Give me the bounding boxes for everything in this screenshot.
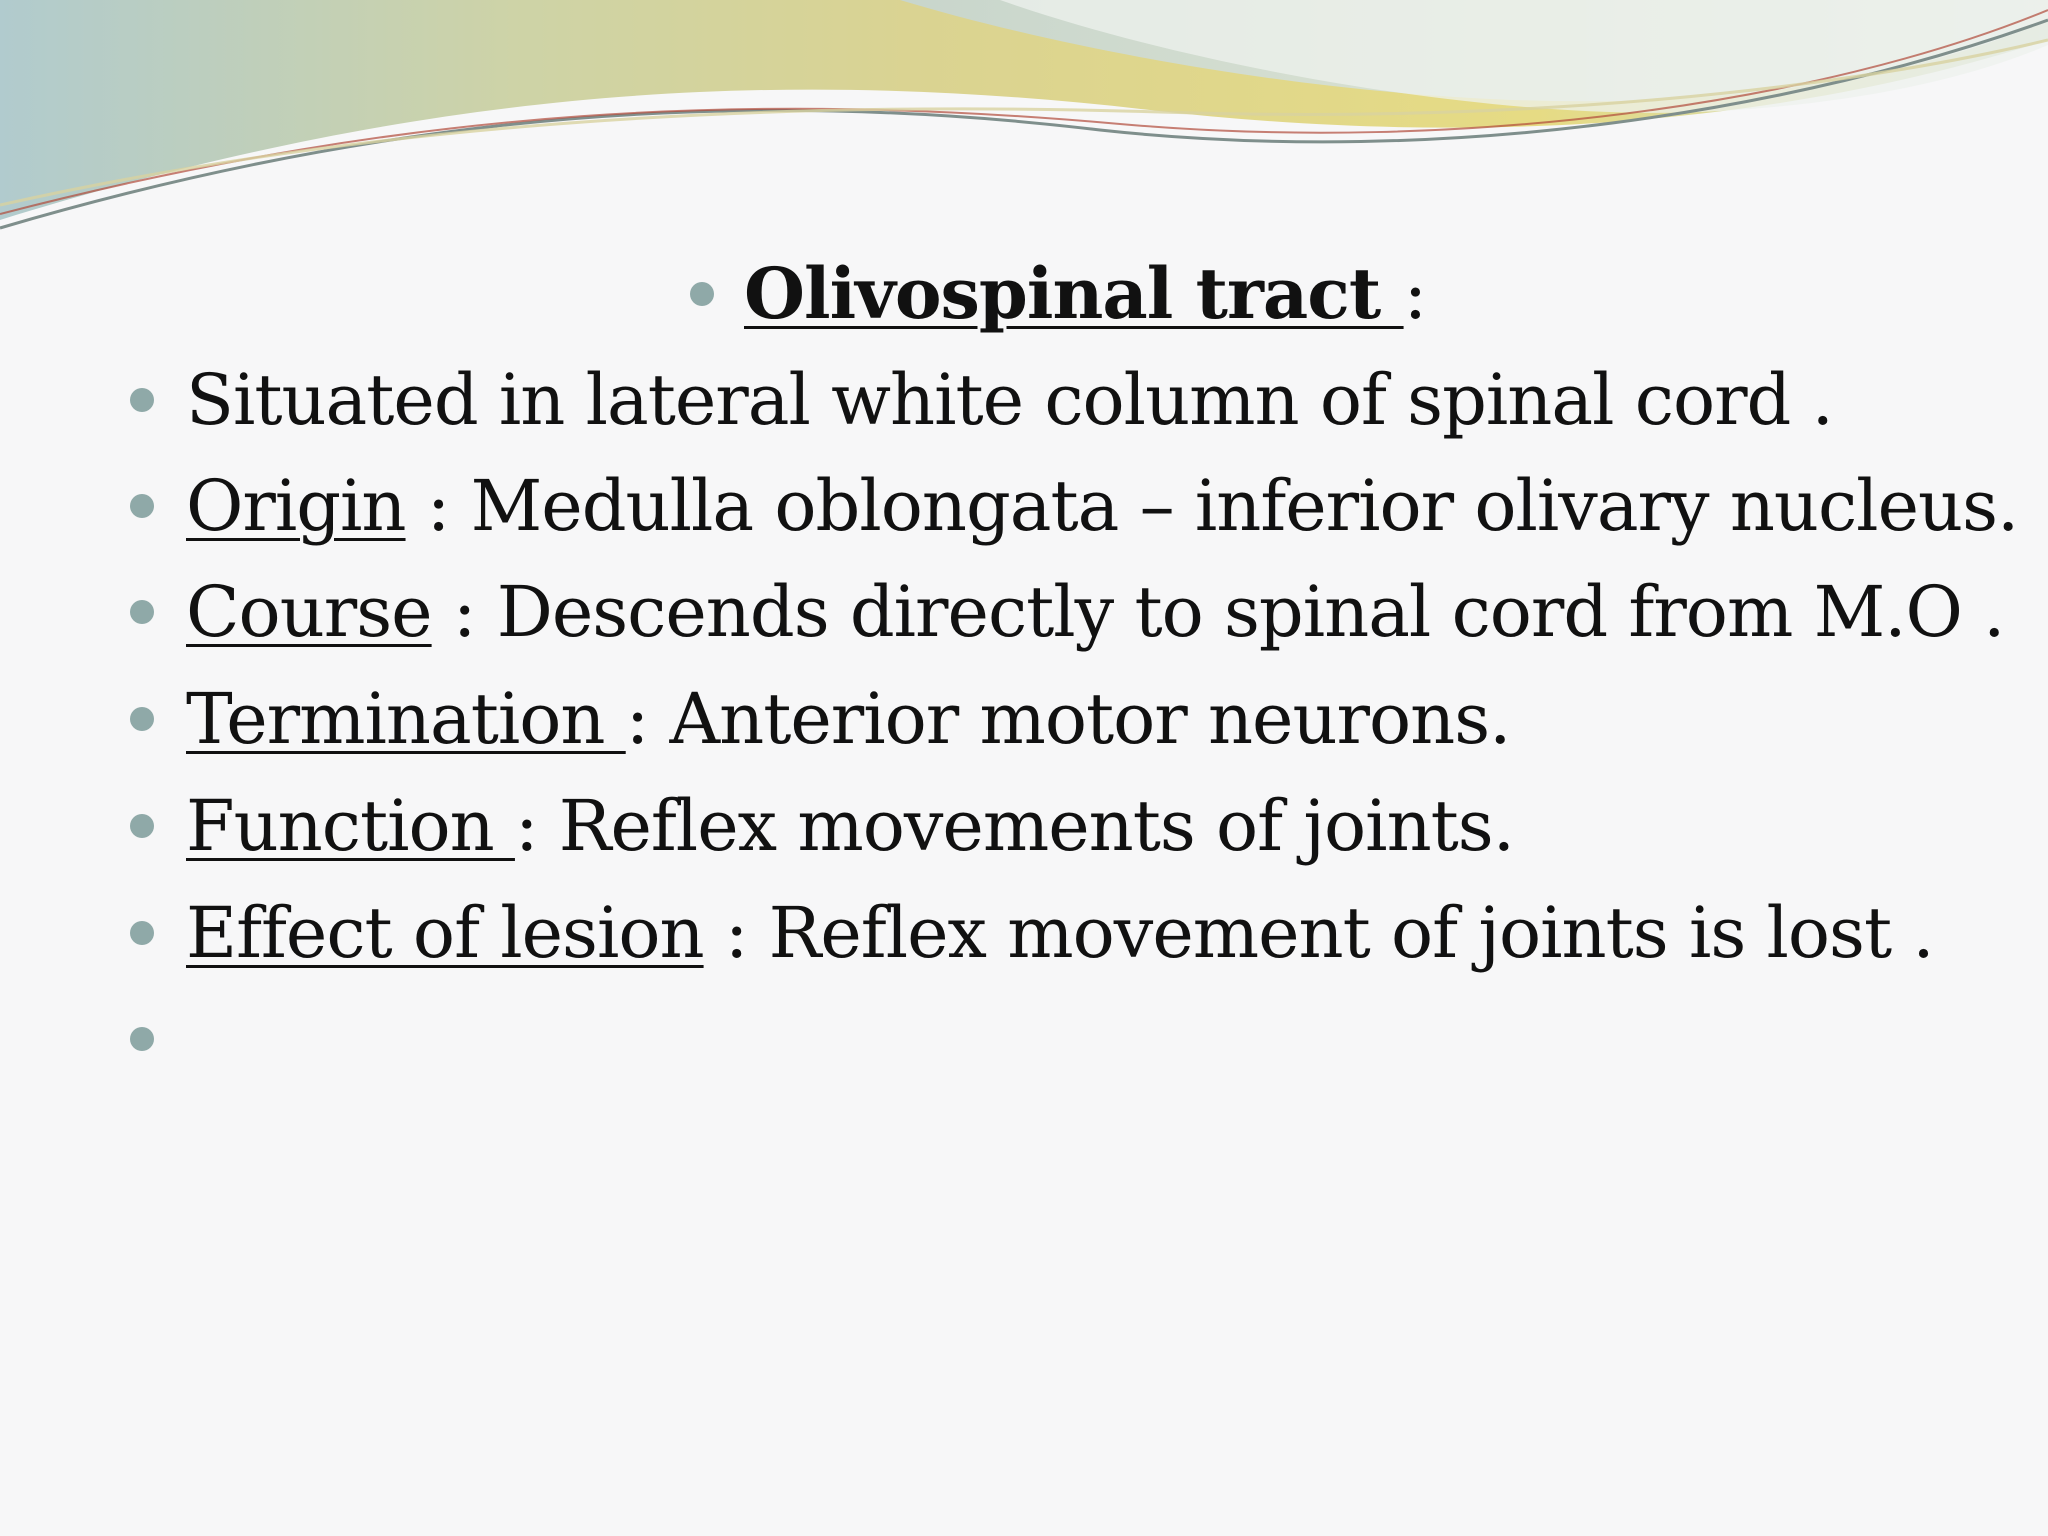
bullet-icon bbox=[130, 494, 154, 518]
list-item bbox=[186, 679, 1510, 759]
bullet-icon bbox=[130, 814, 154, 838]
slide-title bbox=[744, 254, 1426, 334]
item-text: Situated in lateral white column of spinal cord . bbox=[186, 359, 1833, 441]
item-text: : Descends directly to spinal cord from M.O . bbox=[431, 571, 2005, 653]
item-text: : Reflex movement of joints is lost . bbox=[703, 892, 1934, 974]
list-item bbox=[186, 786, 1514, 866]
item-text: : Anterior motor neurons. bbox=[625, 678, 1511, 760]
list-item bbox=[186, 360, 1833, 440]
item-label: Origin bbox=[186, 465, 406, 547]
bullet-icon bbox=[130, 388, 154, 412]
item-label: Effect of lesion bbox=[186, 892, 704, 974]
item-label: Course bbox=[186, 571, 432, 653]
title-suffix: : bbox=[1403, 253, 1427, 335]
bullet-icon bbox=[690, 282, 714, 306]
item-text: : Medulla oblongata – inferior olivary nucleus. bbox=[405, 465, 2019, 547]
bullet-icon bbox=[130, 707, 154, 731]
item-label: Function bbox=[186, 785, 515, 867]
item-label: Termination bbox=[186, 678, 626, 760]
item-text: : Reflex movements of joints. bbox=[514, 785, 1514, 867]
title-label: Olivospinal tract bbox=[744, 252, 1404, 335]
bullet-icon bbox=[130, 921, 154, 945]
list-item bbox=[186, 572, 2004, 652]
list-item bbox=[186, 466, 2018, 546]
list-item bbox=[186, 893, 1934, 973]
bullet-icon bbox=[130, 600, 154, 624]
bullet-icon bbox=[130, 1027, 154, 1051]
